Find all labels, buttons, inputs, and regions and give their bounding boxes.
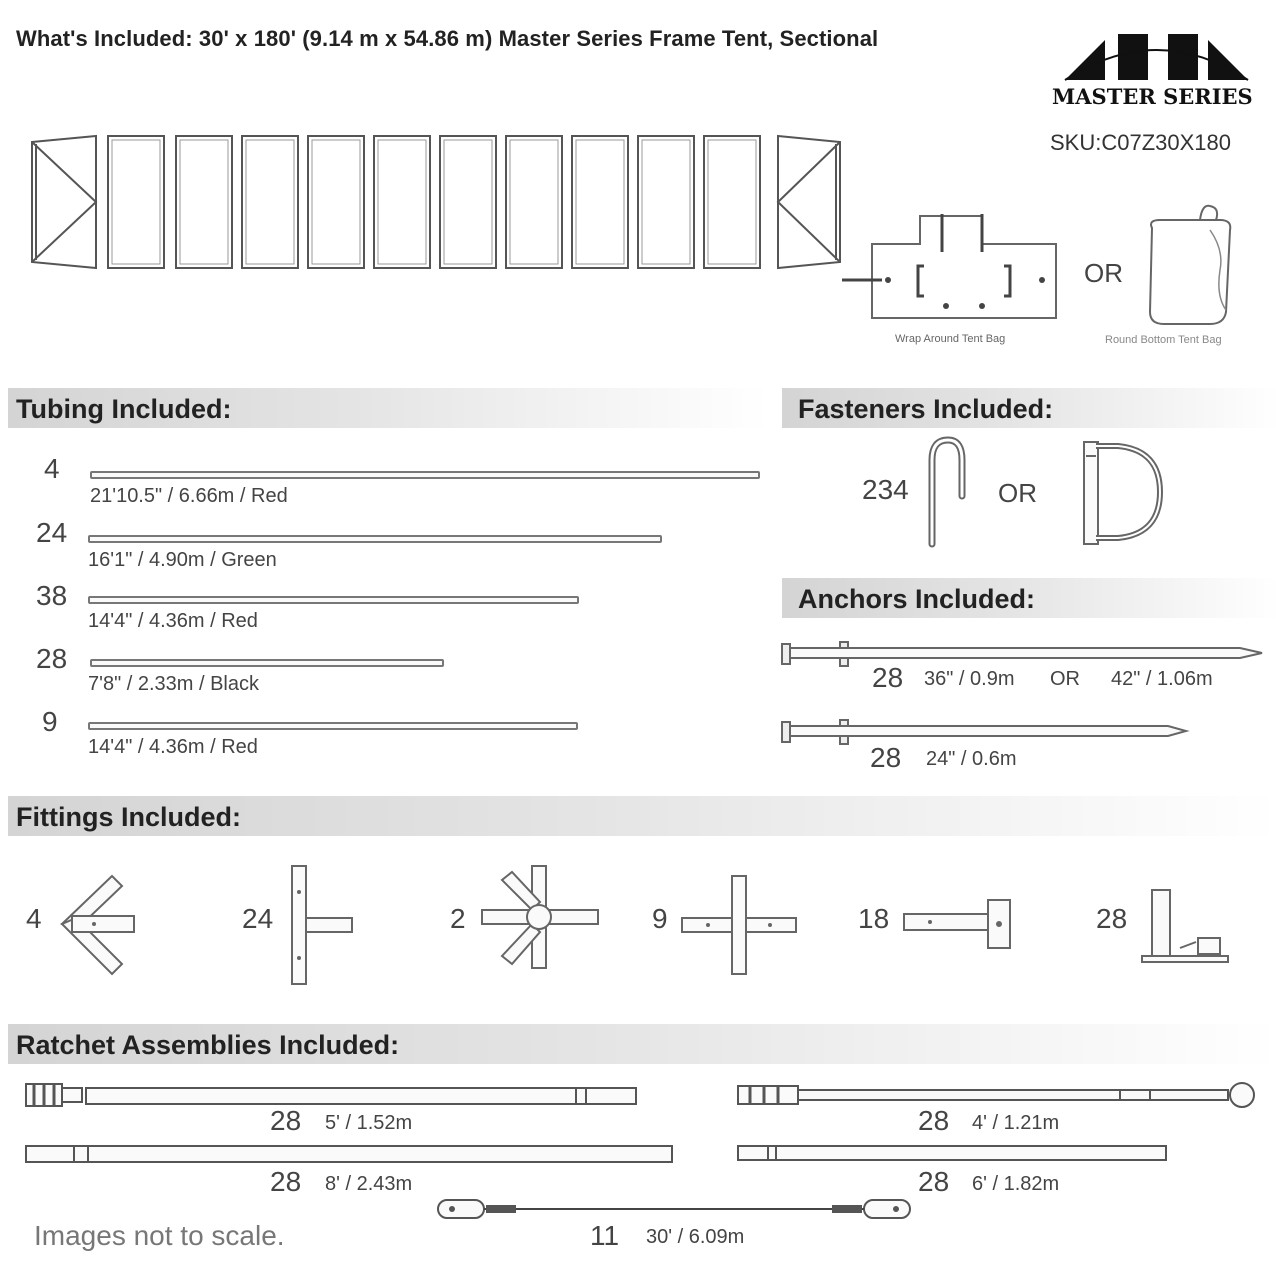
ratchet-label-3: 8' / 2.43m <box>325 1173 413 1195</box>
scale-note: Images not to scale. <box>34 1220 285 1251</box>
round-bag-label: Round Bottom Tent Bag <box>1105 334 1222 346</box>
anchor-or-label: OR <box>1050 668 1080 690</box>
tube-icon <box>88 535 662 543</box>
ratchet-qty-3: 28 <box>270 1166 302 1197</box>
tubing-section-header <box>8 388 768 428</box>
ratchet-qty-1: 28 <box>270 1105 302 1136</box>
short-anchor-stake-icon <box>780 716 1190 746</box>
fittings-section-header <box>8 796 1280 836</box>
wrap-around-tent-bag-icon <box>842 210 1062 325</box>
anchors-heading: Anchors Included: <box>798 584 1036 614</box>
ratchet-qty-4: 28 <box>918 1166 950 1197</box>
ratchet-label-1: 5' / 1.52m <box>325 1112 413 1134</box>
tent-sections-diagram <box>28 130 848 275</box>
long-strap-icon <box>24 1142 676 1166</box>
hook-pin-icon <box>922 436 970 548</box>
fittings-heading: Fittings Included: <box>16 802 241 832</box>
cable-assembly-icon <box>436 1194 914 1224</box>
master-series-logo-icon <box>1060 30 1255 82</box>
medium-strap-icon <box>736 1142 1170 1164</box>
fasteners-section-header <box>782 388 1280 428</box>
tubing-label-1: 21'10.5" / 6.66m / Red <box>90 485 288 507</box>
anchor-qty-2: 28 <box>870 742 902 773</box>
tube-icon <box>90 471 760 479</box>
long-anchor-stake-icon <box>780 638 1266 668</box>
page-title: What's Included: 30' x 180' (9.14 m x 54.86 m) Master Series Frame Tent, Sectional <box>16 26 879 51</box>
ratchet-label-4: 6' / 1.82m <box>972 1173 1060 1195</box>
fitting-qty-2: 24 <box>242 903 274 934</box>
corner-fitting-icon <box>54 870 140 980</box>
anchor-label-1b: 42" / 1.06m <box>1111 668 1213 690</box>
ratchets-section-header <box>8 1024 1280 1064</box>
tubing-label-5: 14'4" / 4.36m / Red <box>88 736 258 758</box>
ratchet-qty-5: 11 <box>590 1220 620 1251</box>
tee-fitting-icon <box>288 862 358 988</box>
sku-label: SKU:C07Z30X180 <box>1050 130 1231 155</box>
bag-or-label: OR <box>1084 258 1123 288</box>
tubing-label-3: 14'4" / 4.36m / Red <box>88 610 258 632</box>
fitting-qty-3: 2 <box>450 903 466 934</box>
fitting-qty-6: 28 <box>1096 903 1128 934</box>
anchors-section-header <box>782 578 1280 618</box>
tube-icon <box>88 596 579 604</box>
tube-icon <box>90 659 444 667</box>
end-plate-fitting-icon <box>900 894 1016 954</box>
tubing-label-4: 7'8" / 2.33m / Black <box>88 673 259 695</box>
tubing-qty-1: 4 <box>44 453 60 484</box>
anchor-label-1a: 36" / 0.9m <box>924 668 1015 690</box>
tubing-heading: Tubing Included: <box>16 394 232 424</box>
ratchets-heading: Ratchet Assemblies Included: <box>16 1030 400 1060</box>
tubing-qty-2: 24 <box>36 517 68 548</box>
fitting-qty-5: 18 <box>858 903 890 934</box>
anchor-qty-1: 28 <box>872 662 904 693</box>
brand-name: MASTER SERIES <box>1052 84 1253 109</box>
tubing-qty-3: 38 <box>36 580 68 611</box>
anchor-label-2: 24" / 0.6m <box>926 748 1017 770</box>
center-hub-fitting-icon <box>478 862 602 972</box>
fasteners-heading: Fasteners Included: <box>798 394 1054 424</box>
fitting-qty-4: 9 <box>652 903 668 934</box>
ratchet-label-2: 4' / 1.21m <box>972 1112 1060 1134</box>
ratchet-hook-strap-icon <box>736 1080 1260 1112</box>
ratchet-label-5: 30' / 6.09m <box>646 1226 745 1248</box>
fasteners-qty: 234 <box>862 474 909 505</box>
ratchet-strap-icon <box>24 1080 640 1110</box>
wrap-bag-label: Wrap Around Tent Bag <box>895 333 1006 345</box>
base-plate-icon <box>1138 886 1234 966</box>
cross-fitting-icon <box>678 872 800 978</box>
tubing-label-2: 16'1" / 4.90m / Green <box>88 549 277 571</box>
fasteners-or-label: OR <box>998 478 1037 508</box>
tubing-qty-5: 9 <box>42 706 58 737</box>
tubing-qty-4: 28 <box>36 643 68 674</box>
fitting-qty-1: 4 <box>26 903 42 934</box>
tube-icon <box>88 722 578 730</box>
round-bottom-tent-bag-icon <box>1140 200 1250 330</box>
lynch-pin-icon <box>1078 436 1168 548</box>
ratchet-qty-2: 28 <box>918 1105 950 1136</box>
